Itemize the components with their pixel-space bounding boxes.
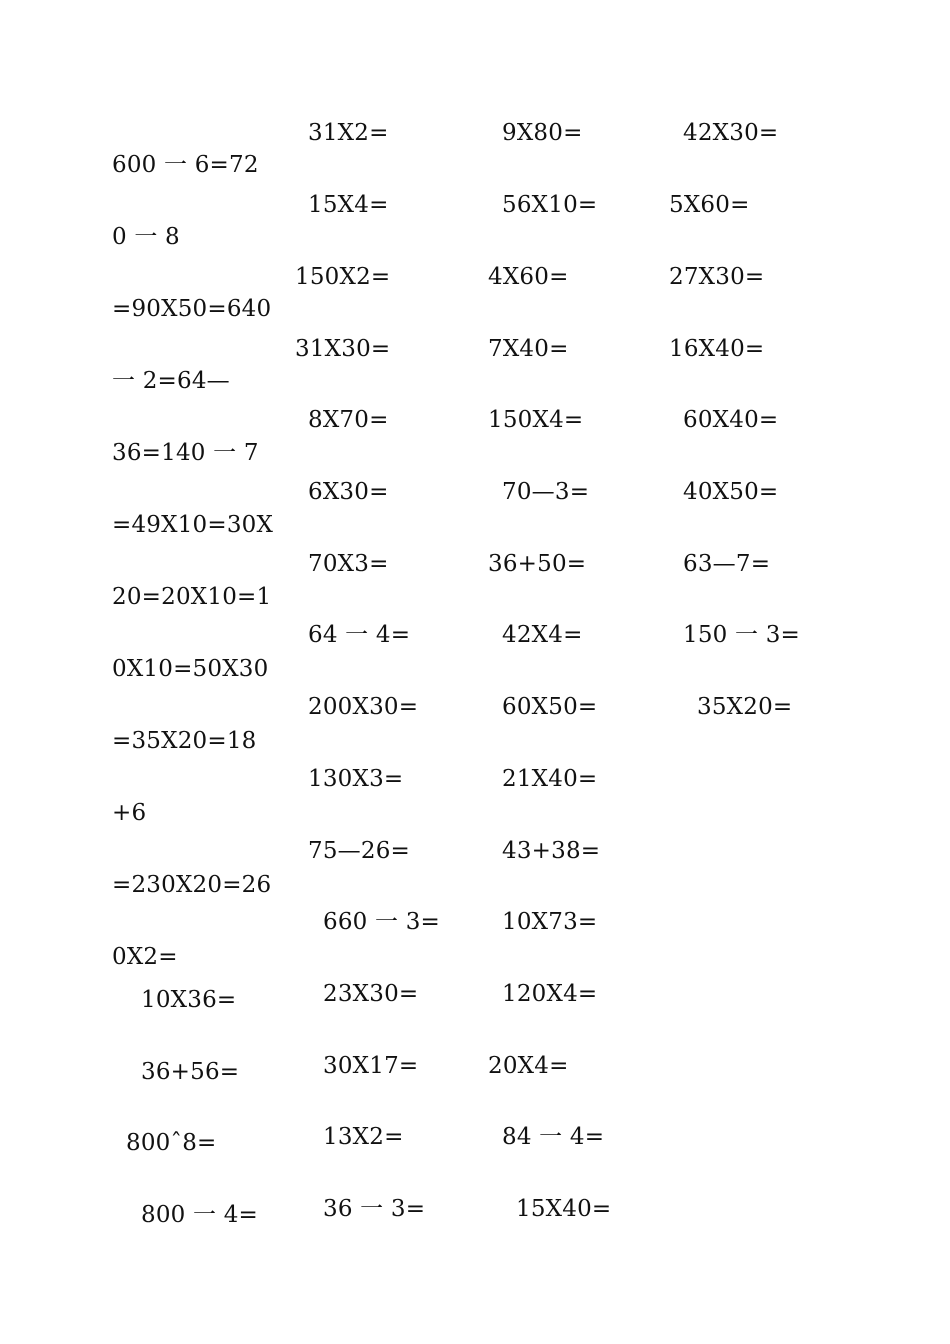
- math-problem: 800ˆ8=: [126, 1130, 217, 1156]
- math-problem: 10X36=: [141, 987, 237, 1013]
- math-problem: 150X4=: [488, 407, 584, 433]
- math-problem: 23X30=: [323, 981, 419, 1007]
- math-problem: 800 一 4=: [141, 1202, 259, 1228]
- math-problem: 56X10=: [502, 192, 598, 218]
- left-text-line: =230X20=26: [112, 872, 272, 898]
- math-problem: 36+50=: [488, 551, 587, 577]
- left-text-line: 一 2=64—: [112, 368, 230, 394]
- math-problem: 21X40=: [502, 766, 598, 792]
- math-problem: 42X4=: [502, 622, 583, 648]
- math-problem: 75—26=: [308, 838, 411, 864]
- math-problem: 70—3=: [502, 479, 590, 505]
- math-problem: 120X4=: [502, 981, 598, 1007]
- math-problem: 200X30=: [308, 694, 419, 720]
- left-text-line: 0 一 8: [112, 224, 180, 250]
- math-problem: 6X30=: [308, 479, 389, 505]
- math-problem: 7X40=: [488, 336, 569, 362]
- math-problem: 30X17=: [323, 1053, 419, 1079]
- math-problem: 10X73=: [502, 909, 598, 935]
- math-problem: 27X30=: [669, 264, 765, 290]
- math-problem: 150 一 3=: [683, 622, 801, 648]
- math-problem: 31X2=: [308, 120, 389, 146]
- math-problem: 130X3=: [308, 766, 404, 792]
- math-problem: 9X80=: [502, 120, 583, 146]
- math-problem: 4X60=: [488, 264, 569, 290]
- left-text-line: +6: [112, 800, 147, 826]
- math-problem: 70X3=: [308, 551, 389, 577]
- left-text-line: =35X20=18: [112, 728, 257, 754]
- math-problem: 63—7=: [683, 551, 771, 577]
- math-problem: 13X2=: [323, 1124, 404, 1150]
- left-text-line: 600 一 6=72: [112, 152, 259, 178]
- math-problem: 16X40=: [669, 336, 765, 362]
- math-problem: 42X30=: [683, 120, 779, 146]
- math-problem: 5X60=: [669, 192, 750, 218]
- math-problem: 35X20=: [697, 694, 793, 720]
- math-problem: 60X40=: [683, 407, 779, 433]
- math-problem: 31X30=: [295, 336, 391, 362]
- math-problem: 20X4=: [488, 1053, 569, 1079]
- left-text-line: 0X2=: [112, 944, 178, 970]
- math-problem: 36 一 3=: [323, 1196, 426, 1222]
- left-text-line: =90X50=640: [112, 296, 272, 322]
- math-problem: 84 一 4=: [502, 1124, 605, 1150]
- math-problem: 150X2=: [295, 264, 391, 290]
- left-text-line: 20=20X10=1: [112, 584, 272, 610]
- left-text-line: =49X10=30X: [112, 512, 274, 538]
- math-problem: 36+56=: [141, 1059, 240, 1085]
- math-problem: 40X50=: [683, 479, 779, 505]
- math-problem: 15X40=: [516, 1196, 612, 1222]
- math-problem: 8X70=: [308, 407, 389, 433]
- math-problem: 43+38=: [502, 838, 601, 864]
- left-text-line: 0X10=50X30: [112, 656, 269, 682]
- math-problem: 15X4=: [308, 192, 389, 218]
- math-problem: 64 一 4=: [308, 622, 411, 648]
- math-problem: 660 一 3=: [323, 909, 441, 935]
- math-problem: 60X50=: [502, 694, 598, 720]
- left-text-line: 36=140 一 7: [112, 440, 259, 466]
